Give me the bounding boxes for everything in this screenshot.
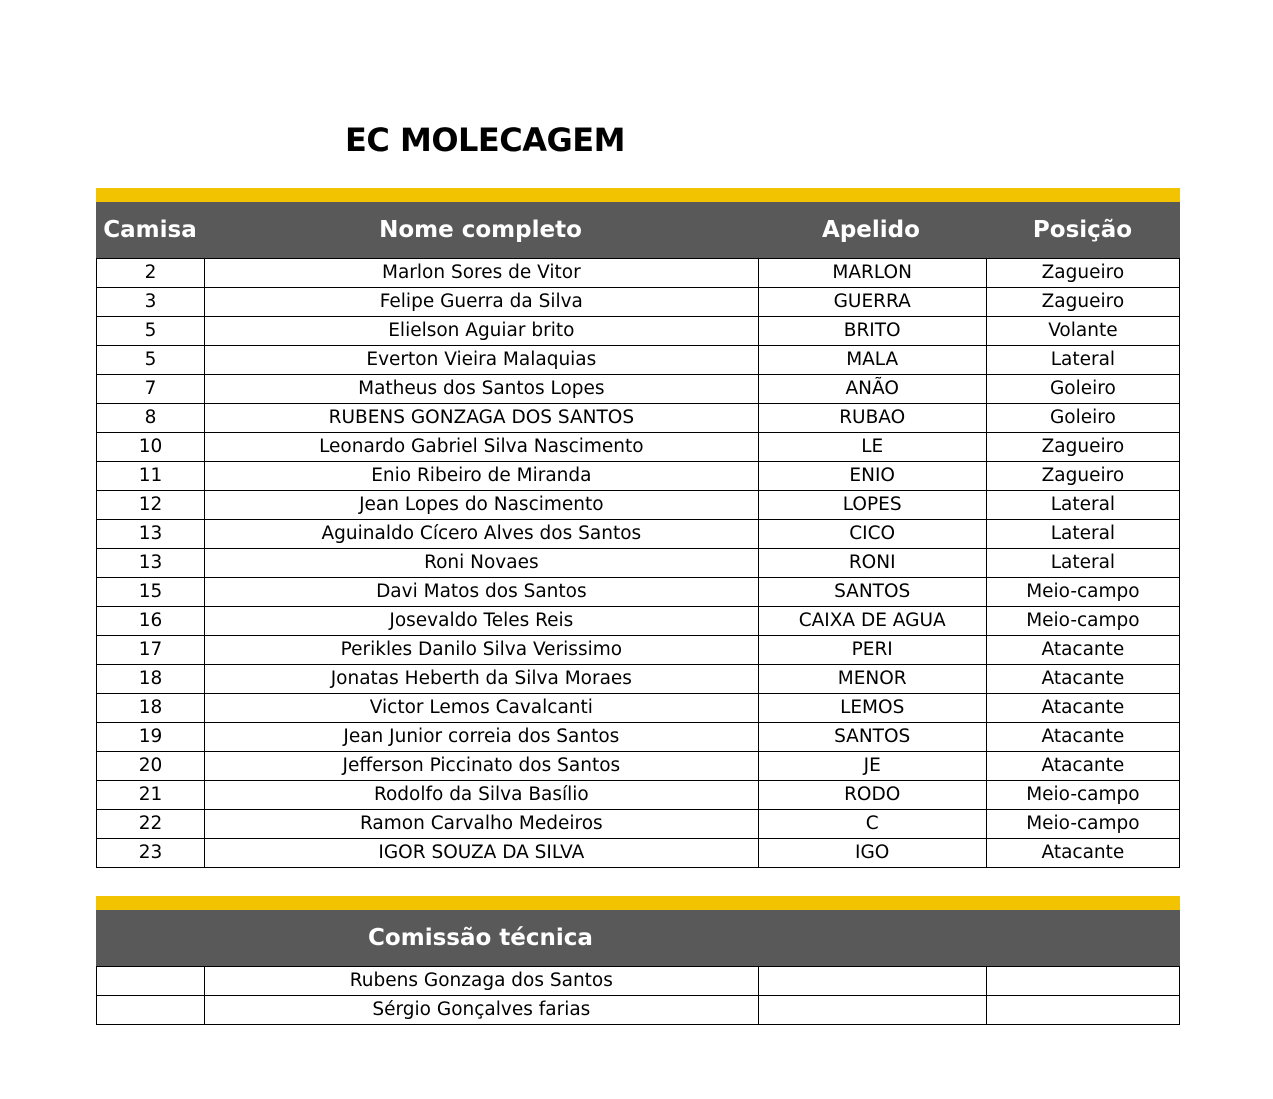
cell-camisa: 5 — [97, 317, 205, 346]
staff-table — [96, 966, 1180, 1025]
cell-apelido: RUBAO — [758, 404, 986, 433]
cell-apelido: C — [758, 810, 986, 839]
cell-nome: Everton Vieira Malaquias — [205, 346, 759, 375]
cell-empty — [986, 967, 1179, 996]
table-row — [97, 520, 1180, 549]
cell-camisa: 8 — [97, 404, 205, 433]
cell-camisa: 3 — [97, 288, 205, 317]
cell-camisa: 13 — [97, 520, 205, 549]
cell-empty — [758, 967, 986, 996]
header-posicao: Posição — [1032, 217, 1133, 243]
cell-posicao: Meio-campo — [986, 578, 1179, 607]
cell-nome: IGOR SOUZA DA SILVA — [205, 839, 759, 868]
cell-apelido: LE — [758, 433, 986, 462]
table-row — [97, 259, 1180, 288]
page-title: EC MOLECAGEM — [345, 121, 625, 159]
header-staff: Comissão técnica — [368, 925, 593, 951]
cell-apelido: LEMOS — [758, 694, 986, 723]
cell-posicao: Goleiro — [986, 404, 1179, 433]
cell-posicao: Lateral — [986, 520, 1179, 549]
table-row — [97, 491, 1180, 520]
cell-nome: Jonatas Heberth da Silva Moraes — [205, 665, 759, 694]
cell-nome: Rodolfo da Silva Basílio — [205, 781, 759, 810]
cell-camisa: 7 — [97, 375, 205, 404]
cell-posicao: Zagueiro — [986, 462, 1179, 491]
cell-camisa: 22 — [97, 810, 205, 839]
header-camisa: Camisa — [103, 217, 197, 243]
cell-posicao: Lateral — [986, 491, 1179, 520]
cell-nome: Elielson Aguiar brito — [205, 317, 759, 346]
cell-nome: RUBENS GONZAGA DOS SANTOS — [205, 404, 759, 433]
table-row — [97, 288, 1180, 317]
cell-posicao: Atacante — [986, 665, 1179, 694]
cell-camisa: 23 — [97, 839, 205, 868]
table-row — [97, 346, 1180, 375]
cell-camisa: 2 — [97, 259, 205, 288]
cell-posicao: Atacante — [986, 723, 1179, 752]
cell-apelido: SANTOS — [758, 578, 986, 607]
cell-posicao: Zagueiro — [986, 433, 1179, 462]
table-row — [97, 694, 1180, 723]
cell-camisa: 16 — [97, 607, 205, 636]
cell-apelido: CAIXA DE AGUA — [758, 607, 986, 636]
cell-posicao: Atacante — [986, 752, 1179, 781]
cell-posicao: Atacante — [986, 694, 1179, 723]
cell-apelido: MALA — [758, 346, 986, 375]
cell-camisa: 20 — [97, 752, 205, 781]
cell-apelido: JE — [758, 752, 986, 781]
cell-nome: Leonardo Gabriel Silva Nascimento — [205, 433, 759, 462]
cell-staff-nome: Rubens Gonzaga dos Santos — [205, 967, 759, 996]
cell-apelido: BRITO — [758, 317, 986, 346]
table-row — [97, 404, 1180, 433]
cell-camisa: 21 — [97, 781, 205, 810]
header-nome: Nome completo — [379, 217, 582, 243]
cell-posicao: Meio-campo — [986, 607, 1179, 636]
cell-nome: Roni Novaes — [205, 549, 759, 578]
cell-camisa: 5 — [97, 346, 205, 375]
cell-camisa: 12 — [97, 491, 205, 520]
cell-posicao: Meio-campo — [986, 810, 1179, 839]
cell-empty — [986, 996, 1179, 1025]
staff-body — [97, 967, 1180, 1025]
header-apelido: Apelido — [822, 217, 920, 243]
cell-nome: Enio Ribeiro de Miranda — [205, 462, 759, 491]
cell-posicao: Goleiro — [986, 375, 1179, 404]
cell-nome: Perikles Danilo Silva Verissimo — [205, 636, 759, 665]
cell-nome: Ramon Carvalho Medeiros — [205, 810, 759, 839]
cell-apelido: LOPES — [758, 491, 986, 520]
cell-nome: Jean Junior correia dos Santos — [205, 723, 759, 752]
table-row — [97, 462, 1180, 491]
cell-camisa: 18 — [97, 694, 205, 723]
cell-posicao: Atacante — [986, 636, 1179, 665]
cell-empty — [758, 996, 986, 1025]
cell-camisa: 10 — [97, 433, 205, 462]
table-row — [97, 665, 1180, 694]
table-row — [97, 781, 1180, 810]
cell-apelido: ENIO — [758, 462, 986, 491]
staff-accent-bar — [96, 896, 1180, 910]
cell-camisa: 15 — [97, 578, 205, 607]
cell-nome: Victor Lemos Cavalcanti — [205, 694, 759, 723]
table-row — [97, 839, 1180, 868]
cell-empty — [97, 996, 205, 1025]
cell-nome: Aguinaldo Cícero Alves dos Santos — [205, 520, 759, 549]
cell-apelido: RONI — [758, 549, 986, 578]
cell-apelido: CICO — [758, 520, 986, 549]
cell-apelido: IGO — [758, 839, 986, 868]
cell-nome: Davi Matos dos Santos — [205, 578, 759, 607]
staff-header — [96, 910, 1180, 966]
cell-apelido: PERI — [758, 636, 986, 665]
roster-body — [97, 259, 1180, 868]
cell-posicao: Volante — [986, 317, 1179, 346]
cell-posicao: Lateral — [986, 549, 1179, 578]
cell-posicao: Lateral — [986, 346, 1179, 375]
cell-camisa: 19 — [97, 723, 205, 752]
cell-nome: Marlon Sores de Vitor — [205, 259, 759, 288]
roster-header — [96, 202, 1180, 258]
table-row — [97, 549, 1180, 578]
table-row — [97, 578, 1180, 607]
cell-apelido: RODO — [758, 781, 986, 810]
table-row — [97, 636, 1180, 665]
cell-camisa: 18 — [97, 665, 205, 694]
cell-posicao: Zagueiro — [986, 259, 1179, 288]
cell-apelido: MARLON — [758, 259, 986, 288]
cell-apelido: GUERRA — [758, 288, 986, 317]
table-row — [97, 752, 1180, 781]
cell-apelido: ANÃO — [758, 375, 986, 404]
cell-nome: Jean Lopes do Nascimento — [205, 491, 759, 520]
cell-posicao: Atacante — [986, 839, 1179, 868]
table-row — [97, 317, 1180, 346]
cell-nome: Josevaldo Teles Reis — [205, 607, 759, 636]
cell-camisa: 17 — [97, 636, 205, 665]
table-row — [97, 967, 1180, 996]
cell-posicao: Meio-campo — [986, 781, 1179, 810]
cell-apelido: MENOR — [758, 665, 986, 694]
cell-camisa: 13 — [97, 549, 205, 578]
cell-nome: Matheus dos Santos Lopes — [205, 375, 759, 404]
table-row — [97, 375, 1180, 404]
cell-camisa: 11 — [97, 462, 205, 491]
cell-posicao: Zagueiro — [986, 288, 1179, 317]
table-row — [97, 996, 1180, 1025]
table-row — [97, 810, 1180, 839]
cell-nome: Jefferson Piccinato dos Santos — [205, 752, 759, 781]
roster-table — [96, 258, 1180, 868]
table-row — [97, 433, 1180, 462]
table-row — [97, 723, 1180, 752]
cell-staff-nome: Sérgio Gonçalves farias — [205, 996, 759, 1025]
cell-apelido: SANTOS — [758, 723, 986, 752]
cell-nome: Felipe Guerra da Silva — [205, 288, 759, 317]
cell-empty — [97, 967, 205, 996]
roster-accent-bar — [96, 188, 1180, 202]
table-row — [97, 607, 1180, 636]
